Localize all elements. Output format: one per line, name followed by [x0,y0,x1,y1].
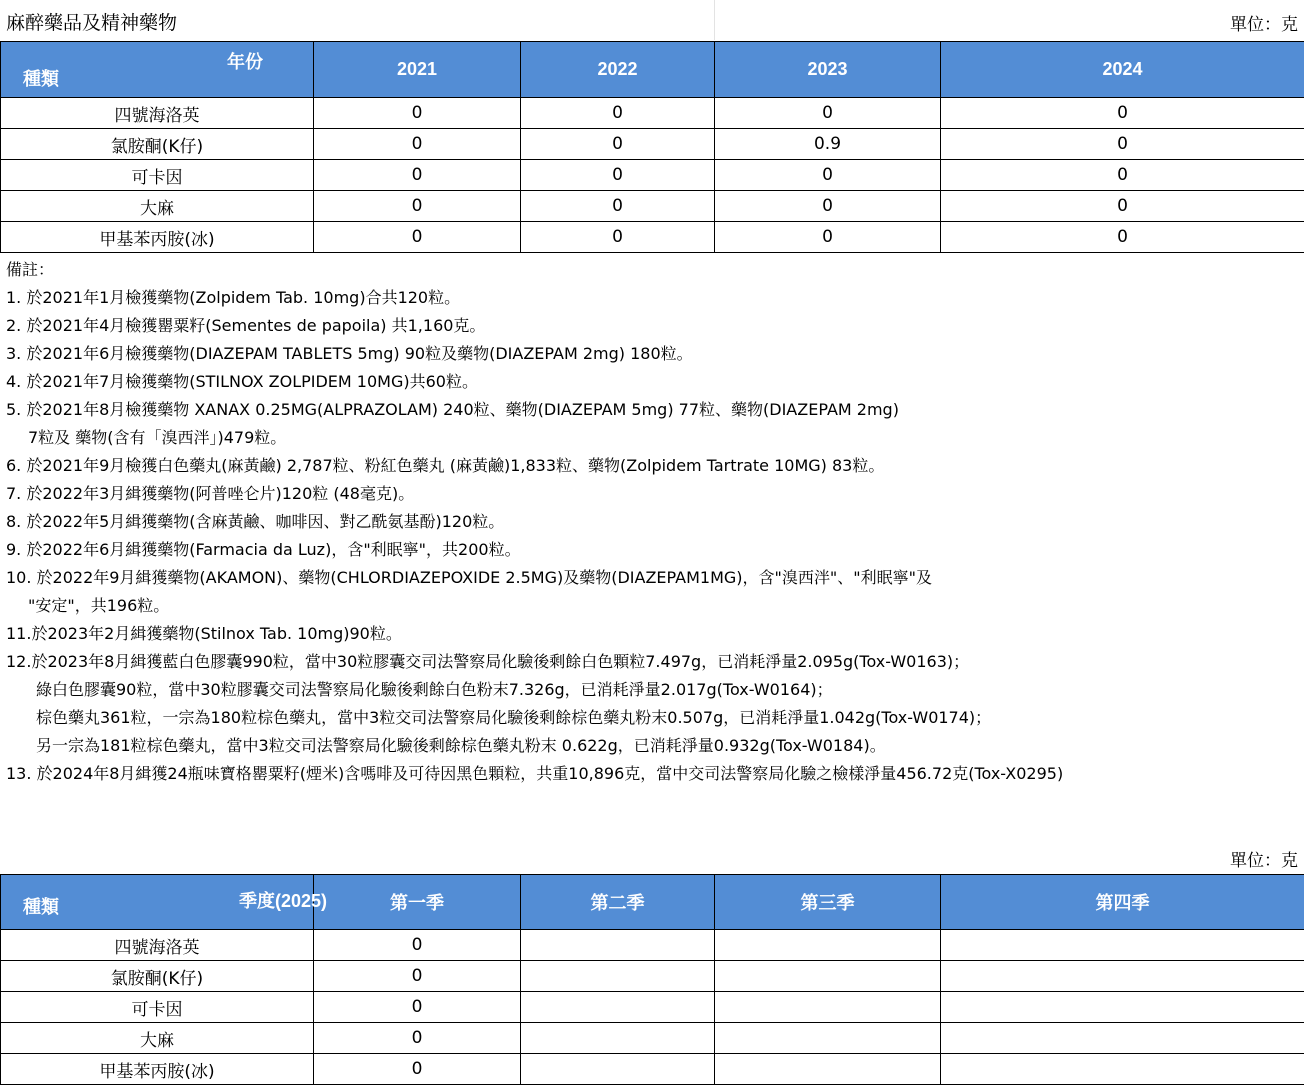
table-row [1,992,1304,1023]
drug-name: 可卡因 [1,992,314,1023]
value-cell: 0 [314,129,521,160]
year-header: 2021 [314,42,521,98]
quarter-table [0,874,1304,1085]
value-cell: 0 [521,98,715,129]
table-row [1,1023,1304,1054]
note-line: 7粒及 藥物(含有「溴西泮」)479粒。 [28,428,287,447]
table-row [1,1054,1304,1085]
note-line: 棕色藥丸361粒，一宗為180粒棕色藥丸，當中3粒交司法警察局化驗後剩餘棕色藥丸粉末0.507g，已消耗淨量1.042g(Tox-W0174)； [36,708,992,727]
note-line: 5. 於2021年8月檢獲藥物 XANAX 0.25MG(ALPRAZOLAM) 240粒、藥物(DIAZEPAM 5mg) 77粒、藥物(DIAZEPAM 2mg) [6,400,899,419]
value-cell: 0 [314,930,521,961]
value-cell: 0 [715,98,941,129]
value-cell: 0 [715,160,941,191]
table-row [1,160,1304,191]
value-cell: 0 [314,160,521,191]
value-cell [715,1023,941,1054]
value-cell: 0 [521,129,715,160]
quarter-header: 第一季 [314,875,521,930]
value-cell: 0 [314,1023,521,1054]
drug-name: 大麻 [1,191,314,222]
value-cell [941,1054,1304,1085]
drug-name: 大麻 [1,1023,314,1054]
note-line: 9. 於2022年6月緝獲藥物(Farmacia da Luz)，含"利眠寧"，共200粒。 [6,540,521,559]
annual-corner-cell [1,42,314,98]
drug-name: 氯胺酮(K仔) [1,961,314,992]
note-line: 12.於2023年8月緝獲藍白色膠囊990粒，當中30粒膠囊交司法警察局化驗後剩餘白色顆粒7.497g，已消耗淨量2.095g(Tox-W0163)； [6,652,970,671]
note-line: 10. 於2022年9月緝獲藥物(AKAMON)、藥物(CHLORDIAZEPOXIDE 2.5MG)及藥物(DIAZEPAM1MG)，含"溴西泮"、"利眠寧"及 [6,568,932,587]
drug-name: 可卡因 [1,160,314,191]
table-row [1,98,1304,129]
page-title: 麻醉藥品及精神藥物 [6,12,178,34]
note-line: 6. 於2021年9月檢獲白色藥丸(麻黃鹼) 2,787粒、粉紅色藥丸 (麻黃鹼)1,833粒、藥物(Zolpidem Tartrate 10MG) 83粒。 [6,456,885,475]
value-cell: 0.9 [715,129,941,160]
corner-year-label: 年份 [227,52,263,72]
value-cell: 0 [941,222,1304,253]
note-line: 3. 於2021年6月檢獲藥物(DIAZEPAM TABLETS 5mg) 90粒及藥物(DIAZEPAM 2mg) 180粒。 [6,344,693,363]
quarter-header: 第四季 [941,875,1304,930]
drug-name: 四號海洛英 [1,98,314,129]
value-cell [941,961,1304,992]
value-cell: 0 [941,191,1304,222]
table-row [1,222,1304,253]
header-divider [714,0,715,40]
annual-table [0,41,1304,253]
quarter-header: 第二季 [521,875,715,930]
corner-type-label: 種類 [23,69,59,89]
note-line: 4. 於2021年7月檢獲藥物(STILNOX ZOLPIDEM 10MG)共60粒。 [6,372,478,391]
quarter-corner-cell [1,875,327,930]
value-cell: 0 [521,222,715,253]
value-cell: 0 [941,98,1304,129]
drug-name: 氯胺酮(K仔) [1,129,314,160]
table-row [1,191,1304,222]
value-cell [941,1023,1304,1054]
note-line: 13. 於2024年8月緝獲24瓶味寶格罌粟籽(煙米)含嗎啡及可待因黑色顆粒，共重10,896克，當中交司法警察局化驗之檢樣淨量456.72克(Tox-X0295) [6,764,1064,783]
value-cell: 0 [715,191,941,222]
drug-name: 四號海洛英 [1,930,314,961]
notes-heading: 備註： [6,260,55,279]
table-row [1,961,1304,992]
quarter-header: 第三季 [715,875,941,930]
note-line: 2. 於2021年4月檢獲罌粟籽(Sementes de papoila) 共1,160克。 [6,316,486,335]
value-cell: 0 [314,1054,521,1085]
unit-label: 單位：克 [1230,15,1298,35]
table-row [1,129,1304,160]
year-header: 2023 [715,42,941,98]
drug-name: 甲基苯丙胺(冰) [1,222,314,253]
note-line: "安定"，共196粒。 [28,596,170,615]
value-cell [715,961,941,992]
value-cell: 0 [314,222,521,253]
value-cell [521,1023,715,1054]
year-header: 2024 [941,42,1304,98]
value-cell: 0 [521,160,715,191]
year-header: 2022 [521,42,715,98]
value-cell [715,930,941,961]
corner-quarter-label: 季度(2025) [238,891,327,911]
table-row [1,930,1304,961]
note-line: 綠白色膠囊90粒，當中30粒膠囊交司法警察局化驗後剩餘白色粉末7.326g，已消耗淨量2.017g(Tox-W0164)； [36,680,833,699]
value-cell: 0 [941,129,1304,160]
value-cell [715,1054,941,1085]
note-line: 另一宗為181粒棕色藥丸，當中3粒交司法警察局化驗後剩餘棕色藥丸粉末 0.622g，已消耗淨量0.932g(Tox-W0184)。 [36,736,886,755]
value-cell: 0 [715,222,941,253]
value-cell: 0 [941,160,1304,191]
note-line: 7. 於2022年3月緝獲藥物(阿普唑仑片)120粒 (48毫克)。 [6,484,415,503]
value-cell: 0 [314,98,521,129]
note-line: 11.於2023年2月緝獲藥物(Stilnox Tab. 10mg)90粒。 [6,624,402,643]
drug-name: 甲基苯丙胺(冰) [1,1054,314,1085]
corner-type-label: 種類 [23,897,59,917]
value-cell: 0 [314,992,521,1023]
unit-label: 單位：克 [1230,851,1298,871]
value-cell [521,1054,715,1085]
value-cell [715,992,941,1023]
notes-section [6,256,1063,788]
value-cell [521,961,715,992]
value-cell [941,992,1304,1023]
value-cell [941,930,1304,961]
note-line: 8. 於2022年5月緝獲藥物(含麻黃鹼、咖啡因、對乙酰氨基酚)120粒。 [6,512,505,531]
value-cell: 0 [314,191,521,222]
value-cell: 0 [521,191,715,222]
value-cell [521,930,715,961]
note-line: 1. 於2021年1月檢獲藥物(Zolpidem Tab. 10mg)合共120粒。 [6,288,461,307]
value-cell [521,992,715,1023]
value-cell: 0 [314,961,521,992]
